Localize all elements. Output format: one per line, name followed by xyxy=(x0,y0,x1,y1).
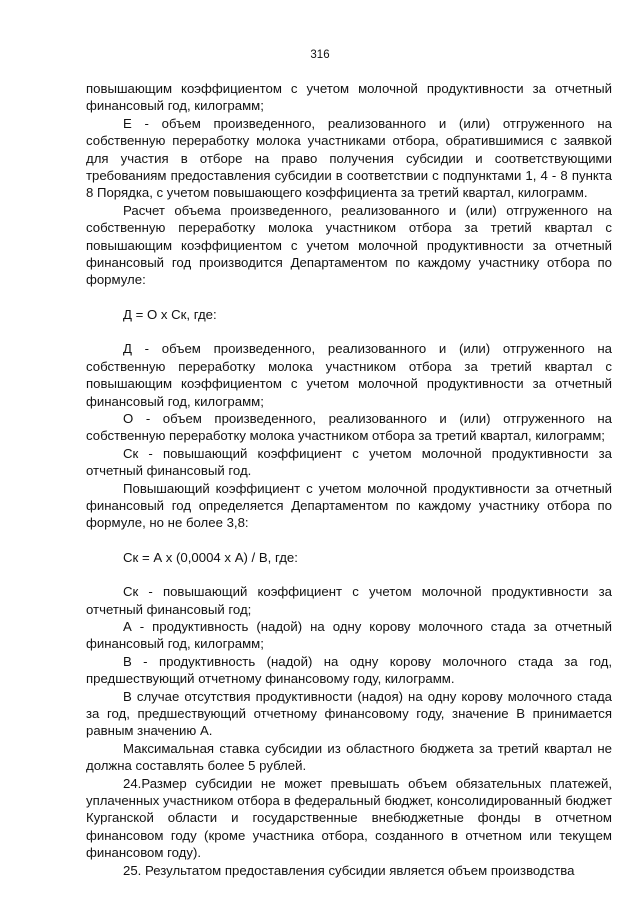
paragraph-spacer xyxy=(86,323,612,340)
document-paragraph: Д - объем произведенного, реализованного и (или) отгруженного на собственную переработку молока участником отбора за третий квартал с повышающим коэффициентом с учетом молочной продуктивности за отчетный финансовый год, килограмм; xyxy=(86,341,612,409)
document-paragraph: Ск - повышающий коэффициент с учетом молочной продуктивности за отчетный финансовый год; xyxy=(86,584,612,617)
document-paragraph: В - продуктивность (надой) на одну корову молочного стада за год, предшествующий отчетному финансовому году, килограмм. xyxy=(86,653,612,687)
document-paragraph: повышающим коэффициентом с учетом молочной продуктивности за отчетный финансовый год, килограмм; xyxy=(86,81,612,114)
paragraph-spacer xyxy=(86,532,612,549)
document-paragraph: Максимальная ставка субсидии из областного бюджета за третий квартал не должна составлять более 5 рублей. xyxy=(86,740,612,774)
document-paragraph: 25. Результатом предоставления субсидии является объем производства xyxy=(123,862,575,878)
formula-line: Ск = А х (0,0004 х А) / В, где: xyxy=(123,549,298,565)
document-paragraph: Расчет объема произведенного, реализованного и (или) отгруженного на собственную переработку молока участником отбора за третий квартал с повышающим коэффициентом с учетом молочной продуктивности за отчетный финансовый год производится Департаментом по каждому участнику отбора по формуле: xyxy=(86,202,612,288)
formula-line: Д = О х Ск, где: xyxy=(123,306,217,322)
page-number: 316 xyxy=(310,49,330,61)
paragraph-spacer xyxy=(86,566,612,583)
document-body xyxy=(86,80,612,879)
document-paragraph: 24.Размер субсидии не может превышать объем обязательных платежей, уплаченных участником отбора в федеральный бюджет, консолидированный бюджет Курганской области и государственные внебюджетные фонды в отчетном финансовом году (кроме участника отбора, созданного в отчетном или текущем финансовом году). xyxy=(86,775,612,861)
document-paragraph: Ск - повышающий коэффициент с учетом молочной продуктивности за отчетный финансовый год. xyxy=(86,445,612,479)
document-paragraph: Повышающий коэффициент с учетом молочной продуктивности за отчетный финансовый год определяется Департаментом по каждому участнику отбора по формуле, но не более 3,8: xyxy=(86,480,612,531)
paragraph-spacer xyxy=(86,289,612,306)
document-paragraph: О - объем произведенного, реализованного и (или) отгруженного на собственную переработку молока участником отбора за третий квартал, килограмм; xyxy=(86,410,612,444)
document-paragraph: А - продуктивность (надой) на одну корову молочного стада за отчетный финансовый год, килограмм; xyxy=(86,618,612,652)
document-paragraph: Е - объем произведенного, реализованного и (или) отгруженного на собственную переработку молока участниками отбора, обратившимися с заявкой для участия в отборе на право получения субсидии и соответствующими требованиям предоставления субсидии в соответствии с подпунктами 1, 4 - 8 пункта 8 Порядка, с учетом повышающего коэффициента за третий квартал, килограмм. xyxy=(86,115,612,201)
document-paragraph: В случае отсутствия продуктивности (надоя) на одну корову молочного стада за год, предшествующий отчетному финансовому году, значение В принимается равным значению А. xyxy=(86,688,612,739)
